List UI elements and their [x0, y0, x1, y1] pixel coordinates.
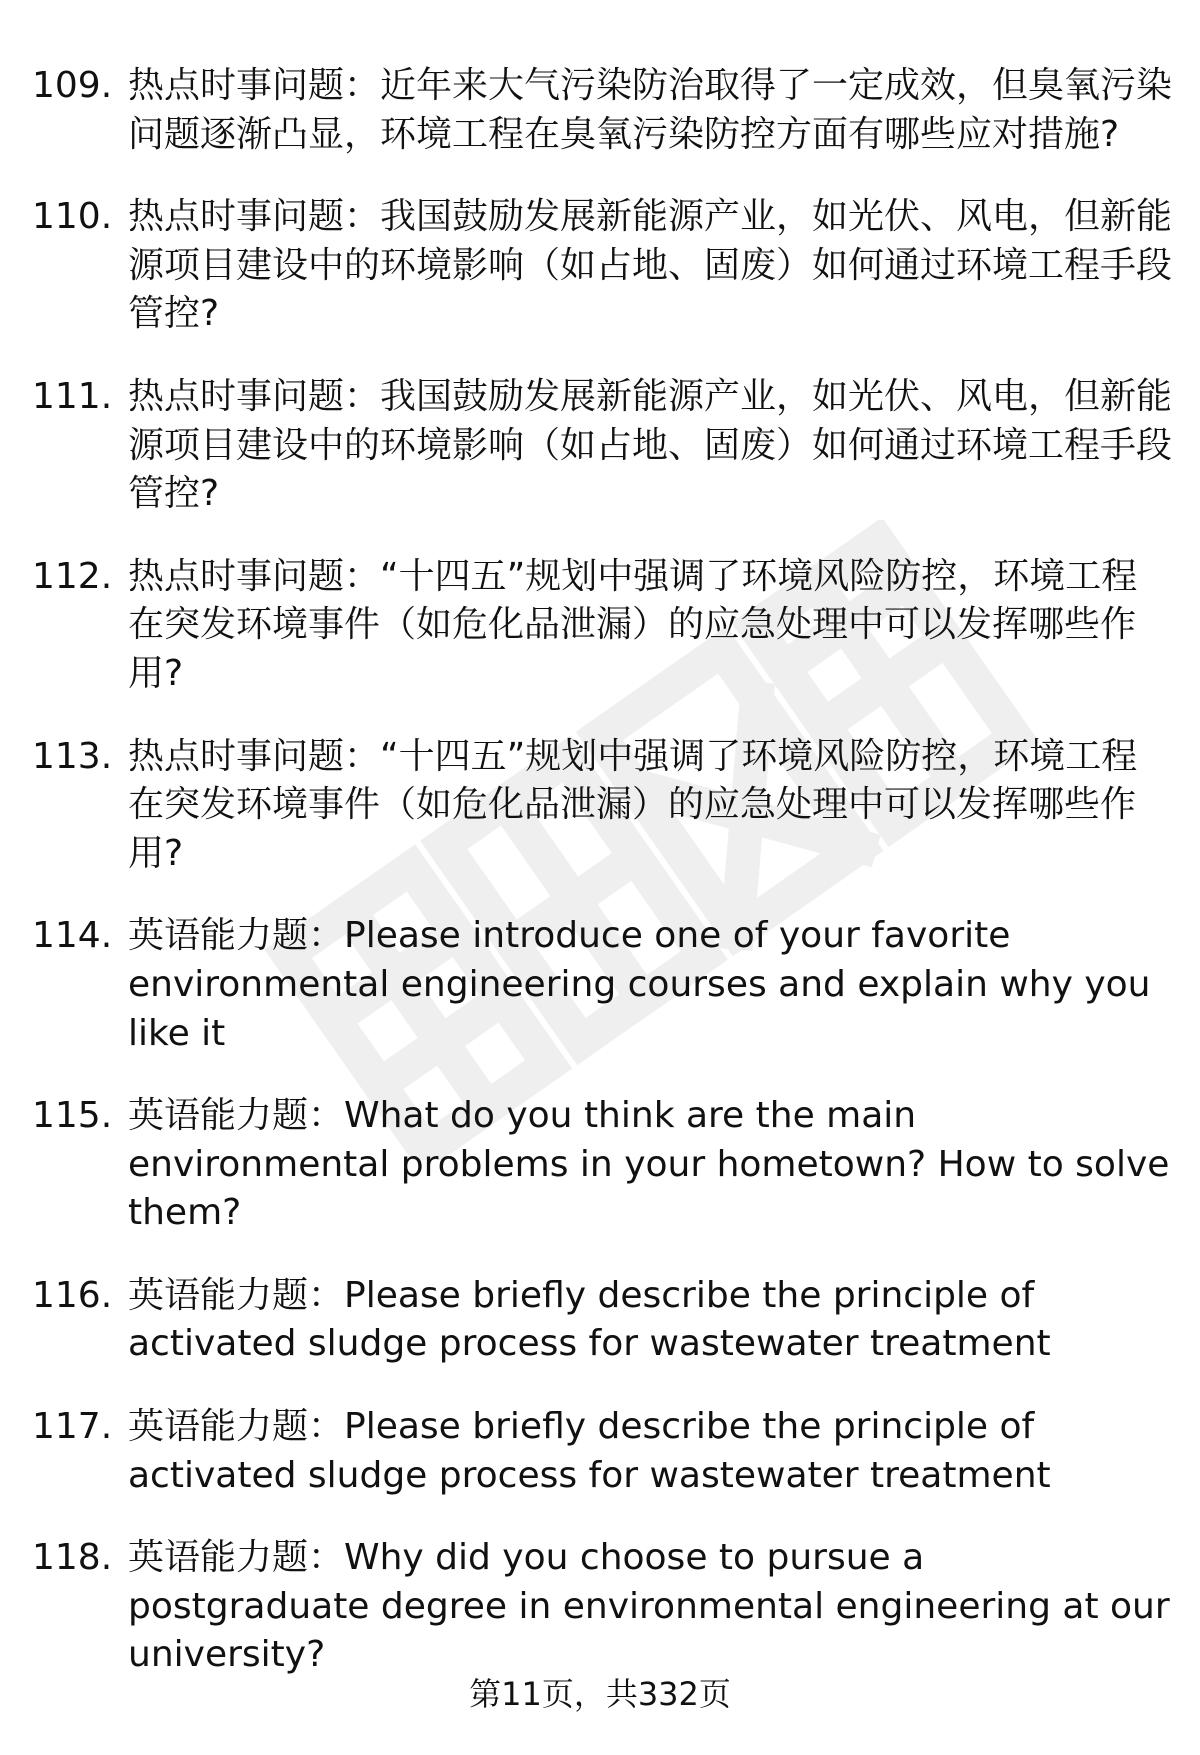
question-number: 115.	[32, 1095, 113, 1137]
question-item-118	[32, 1534, 1172, 1680]
question-text: 热点时事问题：我国鼓励发展新能源产业，如光伏、风电，但新能源项目建设中的环境影响（如占地、固废）如何通过环境工程手段管控?	[128, 196, 1173, 335]
question-text: 热点时事问题：近年来大气污染防治取得了一定成效，但臭氧污染问题逐渐凸显，环境工程在臭氧污染防控方面有哪些应对措施?	[128, 65, 1173, 155]
question-item-114	[32, 912, 1172, 1058]
question-number: 110.	[32, 196, 113, 238]
question-item-112	[32, 553, 1172, 699]
question-number: 113.	[32, 735, 113, 777]
question-item-115	[32, 1092, 1172, 1238]
question-text: 英语能力题：What do you think are the main environmental problems in your hometown? How to solve them?	[128, 1095, 1170, 1234]
question-item-111	[32, 373, 1172, 519]
question-number: 116.	[32, 1274, 113, 1316]
question-list	[32, 62, 1172, 1714]
question-item-113	[32, 733, 1172, 879]
page-footer: 第11页，共332页	[469, 1675, 731, 1713]
question-text: 英语能力题：Why did you choose to pursue a postgraduate degree in environmental engineering at our university?	[128, 1537, 1170, 1676]
question-item-116	[32, 1272, 1172, 1369]
question-number: 109.	[32, 65, 113, 106]
question-number: 117.	[32, 1406, 113, 1448]
question-number: 118.	[32, 1537, 113, 1579]
question-number: 114.	[32, 915, 113, 957]
question-text: 热点时事问题：“十四五”规划中强调了环境风险防控，环境工程在突发环境事件（如危化品泄漏）的应急处理中可以发挥哪些作用?	[128, 555, 1138, 694]
question-text: 热点时事问题：我国鼓励发展新能源产业，如光伏、风电，但新能源项目建设中的环境影响（如占地、固废）如何通过环境工程手段管控?	[128, 375, 1173, 515]
question-item-109	[32, 62, 1172, 159]
question-item-117	[32, 1403, 1172, 1500]
question-text: 英语能力题：Please introduce one of your favorite environmental engineering courses and explain why you like it	[128, 915, 1151, 1054]
question-item-110	[32, 193, 1172, 339]
question-text: 英语能力题：Please briefly describe the principle of activated sludge process for wastewater treatment	[128, 1406, 1051, 1496]
question-number: 111.	[32, 375, 113, 417]
question-text: 热点时事问题：“十四五”规划中强调了环境风险防控，环境工程在突发环境事件（如危化品泄漏）的应急处理中可以发挥哪些作用?	[128, 735, 1138, 874]
question-number: 112.	[32, 555, 113, 597]
question-text: 英语能力题：Please briefly describe the principle of activated sludge process for wastewater treatment	[128, 1274, 1051, 1365]
